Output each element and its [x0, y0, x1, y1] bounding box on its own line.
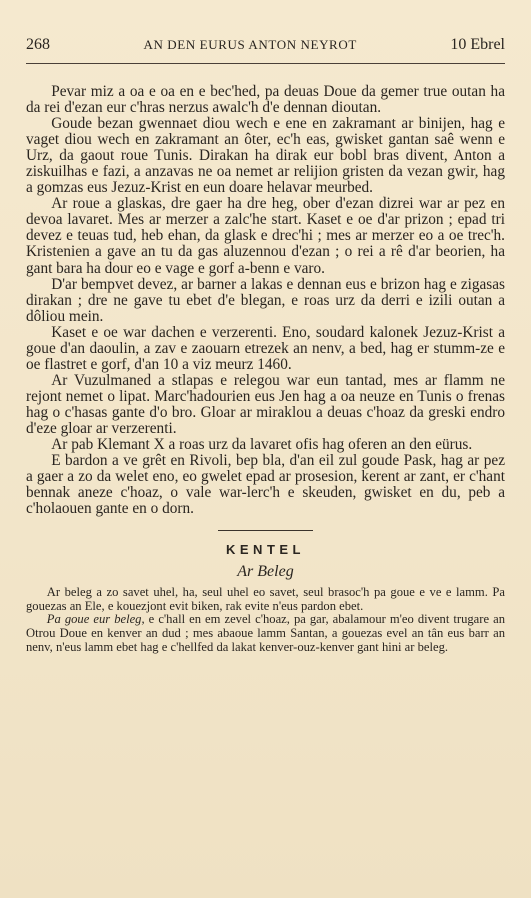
- paragraph: Kaset e oe war dachen e verzerenti. Eno, soudard kalonek Jezuz-Krist a goue d'an daoulin, a zav e zaouarn etrezek an nenv, a bed, hag er stumm-ze e oe flastret e gorf, d'an 10 a viz meurz 1460.: [26, 323, 505, 373]
- running-header: [26, 36, 505, 64]
- lesson-text-span: Ar beleg a zo savet uhel, ha, seul uhel eo savet, seul brasoc'h pa goue e ve e lamm. Pa gouezas an Ele, e kouezjont evit biken, rak evite n'eus pardon ebet.: [26, 585, 505, 613]
- paragraph: Ar pab Klemant X a roas urz da lavaret ofis hag oferen an den eürus.: [51, 436, 473, 454]
- paragraph: D'ar bempvet devez, ar barner a lakas e dennan eus e brizon hag e zigasas dirakan ; dre ne gave tu ebet d'e blegan, e roas urz da derri e izili outan a dôliou mein.: [26, 275, 505, 325]
- paragraph: Goude bezan gwennaet diou wech e ene en zakramant ar binijen, hag e vaget diou wech en zakramant an ôter, ec'h eas, gwisket gantan saê wenn e Urz, da gaout roue Tunis. Dirakan ha dirak eur bobl bras divent, Anton a ziskuilhas e fazi, a anzavas ne oa nemet ar relijion gristen da vezan gwir, hag a gomzas eus Jezuz-Krist en eun doare helavar meurbed.: [26, 115, 505, 197]
- paragraph: E bardon a ve grêt en Rivoli, bep bla, d'an eil zul goude Pask, hag ar pez a gaer a zo da welet eno, eo gwelet epad ar prosesion, kerent ar zant, er c'hant bennak aneze c'hoaz, o vale war-lerc'h e skeuden, gwisket en du, peb a c'holaouen gante en o dorn.: [26, 452, 505, 518]
- paragraph: Ar roue a glaskas, dre gaer ha dre heg, ober d'ezan dizrei war ar pez en devoa lavaret. Mes ar merzer a zalc'he start. Kaset e oe d'ar prizon ; epad tri devez e teuas tud, heb ehan, da glask e drec'hi ; mes ar merzer eo a oe trec'h. Kristenien a gave an tu da gas aluzennou d'ezan ; o rei a rê d'ar beorien, ha gant bara ha dour eo e vage e gorf a-benn e varo.: [26, 195, 505, 277]
- running-title: AN DEN EURUS ANTON NEYROT: [143, 37, 357, 52]
- lesson-lead-italic: Pa goue eur beleg,: [46, 612, 145, 627]
- section-divider: [218, 530, 313, 531]
- lesson-text-span: e c'hall en em zevel c'hoaz, pa gar, abalamour m'eo divent trugare an Otrou Doue en kenver an dud ; mes abaoue lamm Santan, a gouezas evel an tân eus barr an nenv, n'eus lamm ebet hag e c'hellfed da lakat kenver-ouz-kenver gant hini ar beleg.: [26, 612, 505, 654]
- paragraph: Ar Vuzulmaned a stlapas e relegou war eun tantad, mes ar flamm ne rejont nemet o lipat. Marc'hadourien eus Jen hag a oa neuze en Tunis o frenas hag o c'hasas gante d'o bro. Gloar ar miraklou a deuas c'hoaz da greski endro d'eze gloar ar verzerenti.: [26, 371, 505, 437]
- lesson-text: [26, 586, 505, 654]
- paragraph: Pevar miz a oa e oa en e bec'hed, pa deuas Doue da gemer true outan ha da rei d'ezan eur c'hras nerzus awalc'h d'e dennan dioutan.: [26, 83, 505, 117]
- date-label: 10 Ebrel: [450, 36, 505, 53]
- page-number: 268: [26, 36, 50, 53]
- section-heading: KENTEL: [226, 542, 305, 558]
- section-subheading: Ar Beleg: [237, 563, 294, 581]
- main-text: [26, 84, 505, 517]
- lesson-paragraph: [26, 613, 505, 654]
- lesson-paragraph: [26, 586, 505, 613]
